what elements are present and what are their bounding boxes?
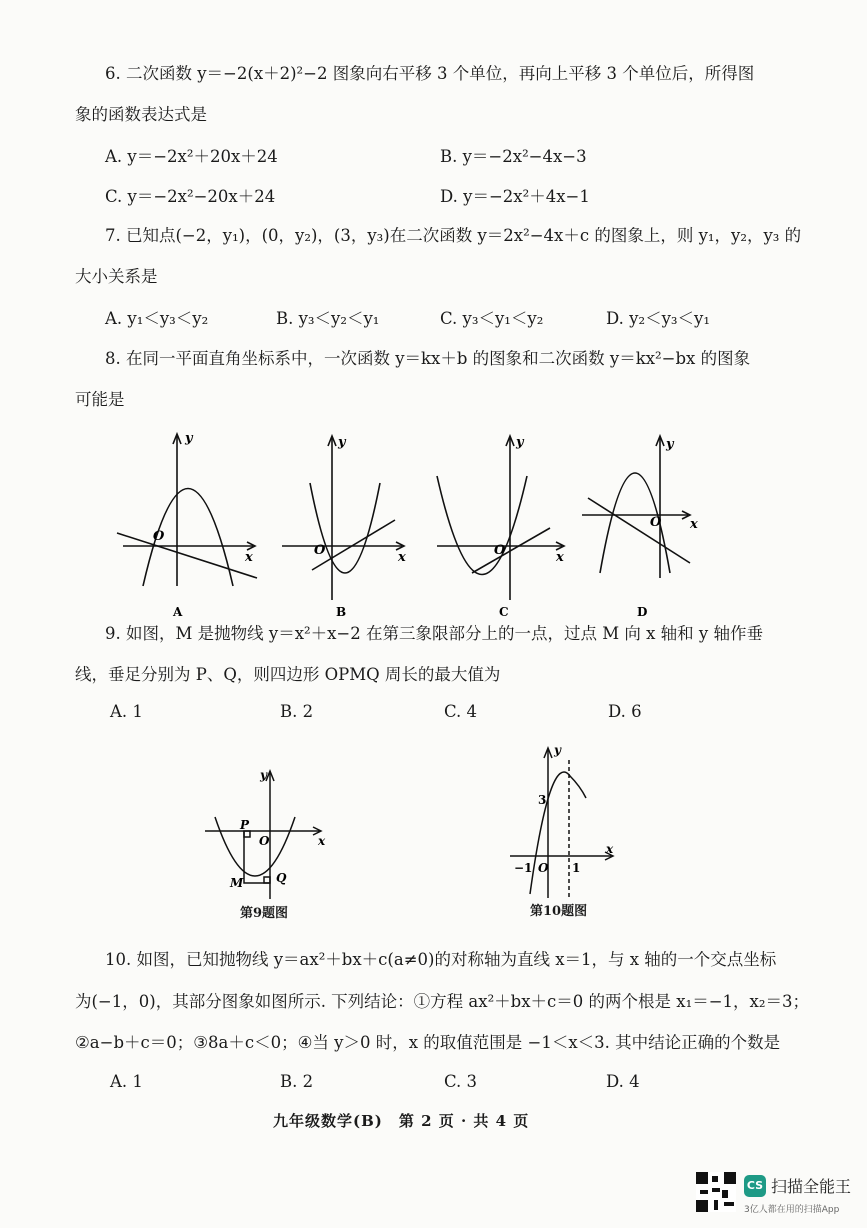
q6-stem-line2: 象的函数表达式是	[75, 105, 207, 124]
graph-b-y-label: y	[338, 435, 346, 450]
graph-a-y-label: y	[185, 431, 193, 446]
q10-stem-line1: 10. 如图，已知抛物线 y＝ax²＋bx＋c(a≠0)的对称轴为直线 x＝1，与 x 轴的一个交点坐标	[105, 950, 777, 969]
q9-origin: O	[259, 834, 270, 848]
q9-option-c: C. 4	[444, 702, 478, 721]
q7-stem-line2: 大小关系是	[75, 267, 158, 286]
graph-a-origin: O	[153, 529, 165, 544]
watermark-tagline: 3亿人都在用的扫描App	[744, 1205, 840, 1215]
graph-a-label: A	[173, 605, 183, 619]
q10-origin: O	[538, 861, 549, 875]
graph-d-origin: O	[650, 515, 662, 530]
watermark-brand: 扫描全能王	[771, 1177, 852, 1196]
graph-b-label: B	[336, 605, 347, 619]
q10-x-pos: 1	[572, 861, 581, 875]
graph-c-origin: O	[494, 543, 506, 558]
q9-point-m: M	[230, 876, 244, 890]
q9-point-p: P	[240, 818, 250, 832]
q7-option-d: D. y₂＜y₃＜y₁	[606, 309, 710, 328]
q10-option-d: D. 4	[606, 1072, 640, 1091]
q10-figure-caption: 第10题图	[530, 904, 588, 919]
q8-graph-c	[432, 428, 572, 619]
page-footer: 九年级数学(B) 第 2 页 · 共 4 页	[273, 1112, 530, 1130]
q8-graph-a	[115, 428, 265, 619]
graph-c-label: C	[499, 605, 509, 619]
q10-stem-line2: 为(−1，0)，其部分图象如图所示. 下列结论：①方程 ax²＋bx＋c＝0 的两个根是 x₁＝−1，x₂＝3；	[75, 992, 809, 1011]
q8-graph-b	[280, 428, 415, 619]
graph-c-y-label: y	[516, 435, 524, 450]
q9-stem-line2: 线，垂足分别为 P、Q，则四边形 OPMQ 周长的最大值为	[75, 665, 501, 684]
q9-figure-caption: 第9题图	[240, 906, 289, 921]
q10-option-b: B. 2	[280, 1072, 314, 1091]
graph-d-x-label: x	[690, 517, 698, 532]
qr-code-icon	[696, 1172, 736, 1212]
graph-d-y-label: y	[666, 437, 674, 452]
q10-option-a: A. 1	[110, 1072, 143, 1091]
q8-graph-d	[580, 428, 705, 619]
q9-option-d: D. 6	[608, 702, 642, 721]
q9-x-label: x	[318, 834, 326, 848]
q8-stem-line1: 8. 在同一平面直角坐标系中，一次函数 y＝kx＋b 的图象和二次函数 y＝kx²−bx 的图象	[105, 349, 751, 368]
graph-a-x-label: x	[245, 550, 253, 565]
q10-option-c: C. 3	[444, 1072, 478, 1091]
q8-stem-line2: 可能是	[75, 390, 125, 409]
camscanner-logo-icon: CS	[744, 1175, 766, 1197]
q6-option-a: A. y＝−2x²＋20x＋24	[105, 147, 278, 166]
q9-option-a: A. 1	[110, 702, 143, 721]
graph-c-x-label: x	[556, 550, 564, 565]
q10-x-neg: −1	[514, 861, 533, 875]
q7-option-a: A. y₁＜y₃＜y₂	[105, 309, 209, 328]
graph-d-label: D	[637, 605, 648, 619]
q9-stem-line1: 9. 如图，M 是抛物线 y＝x²＋x−2 在第三象限部分上的一点，过点 M 向 x 轴和 y 轴作垂	[105, 624, 763, 643]
q6-stem-line1: 6. 二次函数 y＝−2(x＋2)²−2 图象向右平移 3 个单位，再向上平移 3 个单位后，所得图	[105, 64, 755, 83]
q9-y-label: y	[260, 768, 267, 782]
q9-option-b: B. 2	[280, 702, 314, 721]
q10-stem-line3: ②a−b＋c＝0；③8a＋c＜0；④当 y＞0 时，x 的取值范围是 −1＜x＜3. 其中结论正确的个数是	[75, 1033, 781, 1052]
q7-option-c: C. y₃＜y₁＜y₂	[440, 309, 544, 328]
q6-option-b: B. y＝−2x²−4x−3	[440, 147, 587, 166]
q10-y-intercept: 3	[538, 793, 547, 807]
q10-figure	[500, 740, 625, 900]
graph-b-x-label: x	[398, 550, 406, 565]
q10-y-label: y	[554, 743, 561, 757]
q6-option-d: D. y＝−2x²＋4x−1	[440, 187, 590, 206]
q9-figure	[200, 765, 335, 900]
q9-point-q: Q	[276, 871, 287, 885]
q6-option-c: C. y＝−2x²−20x＋24	[105, 187, 276, 206]
graph-b-origin: O	[314, 543, 326, 558]
q7-stem-line1: 7. 已知点(−2，y₁)，(0，y₂)，(3，y₃)在二次函数 y＝2x²−4x＋c 的图象上，则 y₁，y₂，y₃ 的	[105, 226, 802, 245]
q7-option-b: B. y₃＜y₂＜y₁	[276, 309, 380, 328]
q10-x-label: x	[606, 842, 614, 856]
